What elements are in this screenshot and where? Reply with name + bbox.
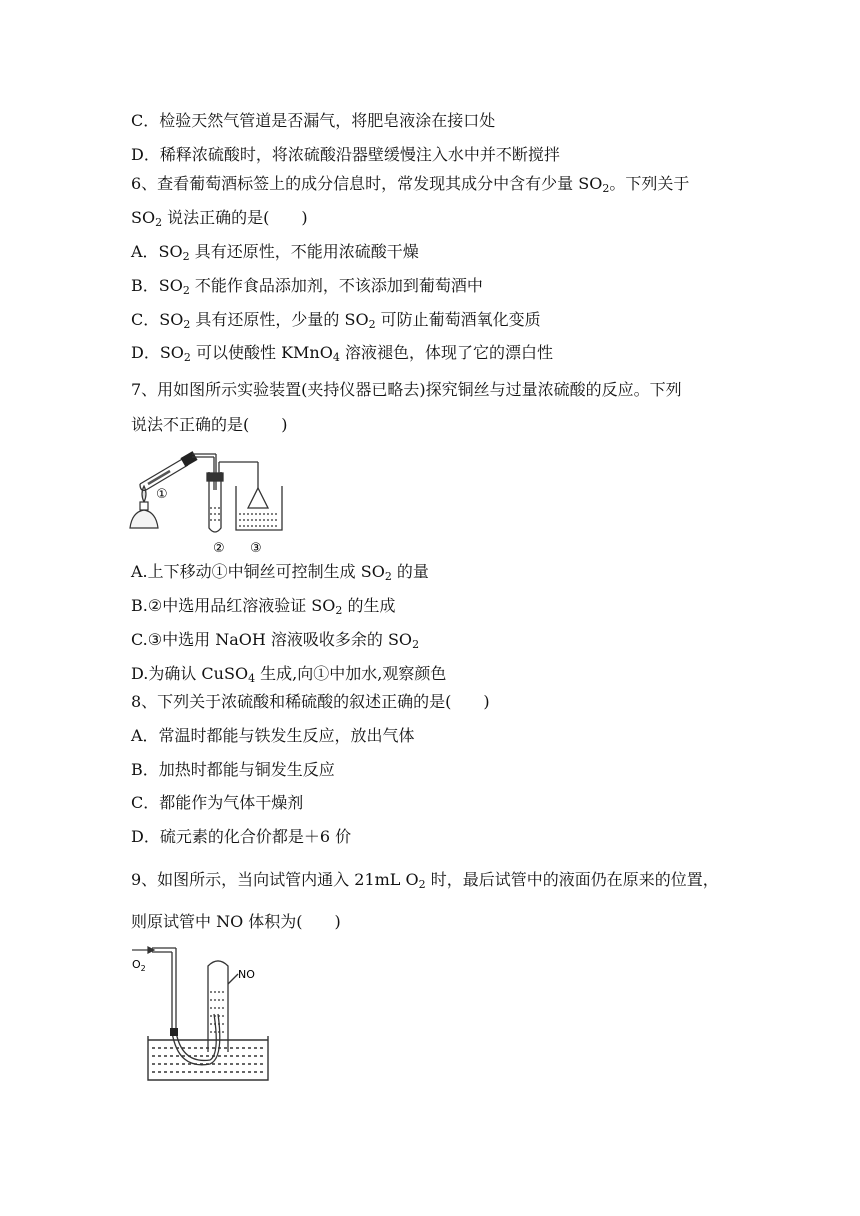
label-2: ② bbox=[213, 541, 225, 556]
q7-option-a: A.上下移动①中铜丝可控制生成 $SO_2$ 的量 bbox=[131, 562, 429, 583]
q9-stem-line1: 9、如图所示，当向试管内通入 21mL $O_2$ 时，最后试管中的液面仍在原来的位置， bbox=[131, 870, 719, 891]
q6-stem-line2: $SO_2$ 说法正确的是( ) bbox=[131, 208, 308, 229]
o2-arrow bbox=[132, 947, 154, 953]
q7-stem-line1: 7、用如图所示实验装置(夹持仪器已略去)探究铜丝与过量浓硫酸的反应。下列 bbox=[131, 380, 682, 399]
q7-apparatus-figure bbox=[118, 446, 288, 558]
q7-option-b: B.②中选用品红溶液验证 $SO_2$ 的生成 bbox=[131, 596, 396, 617]
q6-option-c: C．$SO_2$ 具有还原性，少量的 $SO_2$ 可防止葡萄酒氧化变质 bbox=[131, 310, 541, 331]
test-tube-2 bbox=[207, 472, 223, 532]
q8-stem: 8、下列关于浓硫酸和稀硫酸的叙述正确的是( ) bbox=[131, 692, 490, 711]
q8-option-a: A．常温时都能与铁发生反应，放出气体 bbox=[131, 726, 415, 745]
alcohol-lamp bbox=[130, 486, 158, 528]
o2-label: $O_2$ bbox=[132, 958, 146, 973]
q8-option-d: D．硫元素的化合价都是＋6 价 bbox=[131, 827, 352, 846]
label-3: ③ bbox=[250, 541, 262, 556]
inlet-tube bbox=[152, 948, 220, 1065]
q9-apparatus-figure bbox=[128, 944, 276, 1086]
no-label: NO bbox=[238, 968, 255, 981]
q7-option-d: D.为确认 CuSO$_4$ 生成,向①中加水,观察颜色 bbox=[131, 664, 447, 685]
q8-option-c: C．都能作为气体干燥剂 bbox=[131, 793, 304, 812]
label-1: ① bbox=[156, 487, 168, 502]
inverted-test-tube bbox=[208, 961, 238, 1052]
q7-stem-line2: 说法不正确的是( ) bbox=[131, 415, 288, 434]
exit-tube bbox=[219, 462, 258, 488]
q6-option-d: D．$SO_2$ 可以使酸性 KMnO$_4$ 溶液褪色，体现了它的漂白性 bbox=[131, 343, 553, 364]
q6-option-a: A．$SO_2$ 具有还原性，不能用浓硫酸干燥 bbox=[131, 242, 419, 263]
beaker-3 bbox=[236, 486, 282, 530]
q9-stem-line2: 则原试管中 NO 体积为( ) bbox=[131, 912, 341, 931]
q6-option-b: B．$SO_2$ 不能作食品添加剂，不该添加到葡萄酒中 bbox=[131, 276, 483, 297]
q8-option-b: B．加热时都能与铜发生反应 bbox=[131, 760, 335, 779]
q7-option-c: C.③中选用 NaOH 溶液吸收多余的 $SO_2$ bbox=[131, 630, 420, 651]
tube-clamp bbox=[170, 1028, 178, 1036]
q6-stem-line1: 6、查看葡萄酒标签上的成分信息时，常发现其成分中含有少量 $SO_2$。下列关于 bbox=[131, 174, 690, 195]
reaction-tube-1 bbox=[140, 458, 188, 490]
q5-option-d: D．稀释浓硫酸时，将浓硫酸沿器壁缓慢注入水中并不断搅拌 bbox=[131, 145, 560, 164]
q5-option-c: C．检验天然气管道是否漏气，将肥皂液涂在接口处 bbox=[131, 111, 496, 130]
